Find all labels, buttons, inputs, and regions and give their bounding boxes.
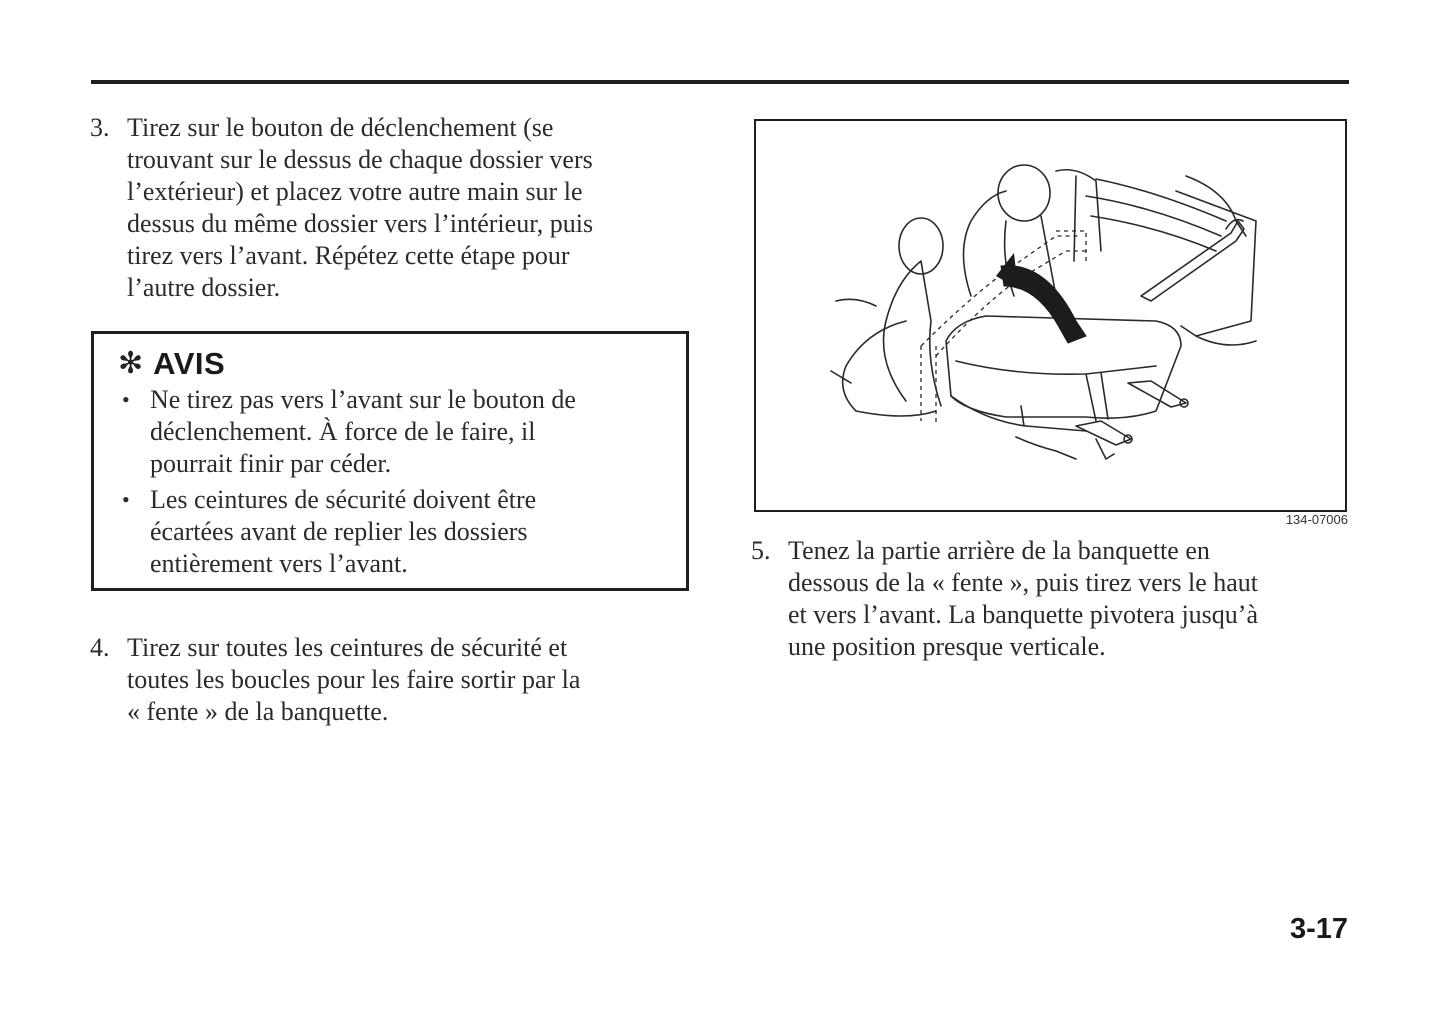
step-number: 5.	[751, 536, 771, 565]
step-text-line: l’extérieur) et placez votre autre main sur le	[127, 177, 583, 206]
notice-header	[118, 344, 225, 384]
seat-illustration	[754, 119, 1347, 512]
step-text-line: Tirez sur le bouton de déclenchement (se	[127, 113, 554, 142]
bullet-text-line: Ne tirez pas vers l’avant sur le bouton de	[150, 385, 576, 414]
notice-box	[91, 331, 689, 591]
step-text-line: trouvant sur le dessus de chaque dossier vers	[127, 145, 593, 174]
step-text-line: dessous de la « fente », puis tirez vers le haut	[788, 568, 1259, 597]
notice-bullet	[118, 484, 678, 580]
step-5	[751, 535, 1351, 663]
step-text-line: dessus du même dossier vers l’intérieur, puis	[127, 209, 594, 238]
bullet-text-line: écartées avant de replier les dossiers	[150, 517, 528, 546]
step-text-line: Tenez la partie arrière de la banquette en	[788, 536, 1210, 565]
bullet-text-line: déclenchement. À force de le faire, il	[150, 417, 536, 446]
bullet-text-line: pourrait finir par céder.	[150, 449, 392, 478]
notice-bullets	[118, 384, 678, 584]
seat-fold-drawing	[756, 121, 1345, 510]
top-rule	[91, 80, 1349, 84]
page-number: 3-17	[1289, 913, 1348, 945]
step-4	[90, 632, 670, 728]
step-text-line: une position presque verticale.	[788, 632, 1106, 661]
step-3	[90, 112, 670, 304]
step-text-line: Tirez sur toutes les ceintures de sécurité et	[127, 633, 568, 662]
bullet-icon: •	[122, 487, 130, 512]
bullet-text-line: entièrement vers l’avant.	[150, 549, 408, 578]
bullet-text-line: Les ceintures de sécurité doivent être	[150, 485, 537, 514]
step-text-line: et vers l’avant. La banquette pivotera jusqu’à	[788, 600, 1258, 629]
notice-title: AVIS	[153, 346, 226, 381]
step-number: 3.	[90, 113, 110, 142]
figure-code: 134-07006	[1285, 512, 1348, 527]
step-number: 4.	[90, 633, 110, 662]
notice-bullet	[118, 384, 678, 480]
step-text-line: « fente » de la banquette.	[127, 697, 389, 726]
asterisk-icon: ✻	[118, 346, 144, 381]
bullet-icon: •	[122, 387, 130, 412]
step-text-line: tirez vers l’avant. Répétez cette étape pour	[127, 241, 570, 270]
step-text-line: l’autre dossier.	[127, 273, 281, 302]
step-text-line: toutes les boucles pour les faire sortir par la	[127, 665, 581, 694]
